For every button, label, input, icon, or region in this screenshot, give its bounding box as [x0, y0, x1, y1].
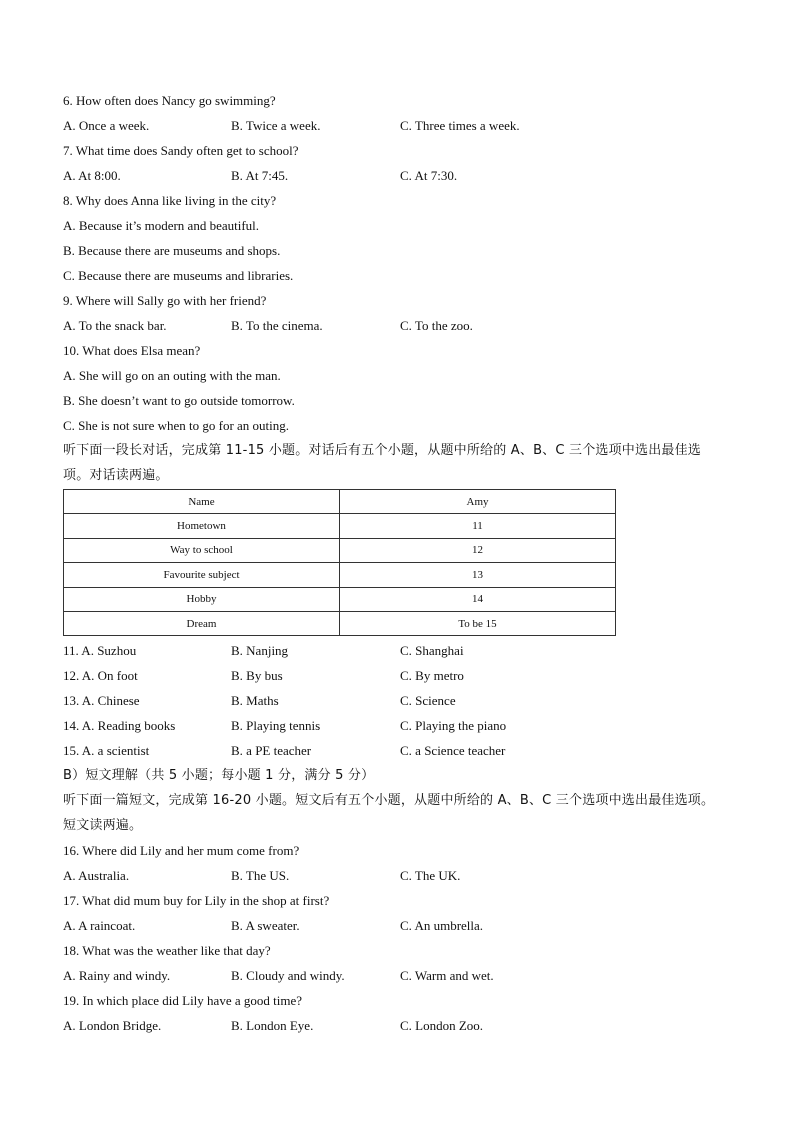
options-row [63, 113, 743, 138]
options-row [63, 688, 743, 713]
option-text: 12. A. On foot [63, 668, 138, 684]
option-text: B. To the cinema. [231, 318, 323, 333]
exam-page [63, 88, 743, 1038]
option-text: A. Rainy and windy. [63, 968, 171, 984]
option-text: B. Maths [231, 693, 279, 709]
instruction-text: 听下面一段长对话，完成第 11-15 小题。对话后有五个小题，从题中所给的 A、B、C 三个选项中选出最佳选 [63, 443, 701, 458]
question-text: 8. Why does Anna like living in the city? [63, 193, 277, 208]
options-row [63, 963, 743, 988]
option-line: B. She doesn’t want to go outside tomorrow. [63, 393, 295, 408]
instruction-text: 短文读两遍。 [63, 818, 143, 834]
option-text: C. The UK. [400, 868, 461, 884]
instruction-text: 项。对话读两遍。 [63, 468, 169, 483]
question-text: 10. What does Elsa mean? [63, 343, 201, 358]
option-text: B. At 7:45. [231, 168, 289, 183]
table-label-cell: Favourite subject [64, 563, 340, 587]
section-heading: B）短文理解（共 5 小题；每小题 1 分，满分 5 分） [63, 768, 375, 784]
option-text: A. London Bridge. [63, 1018, 162, 1034]
table-label-cell: Way to school [64, 538, 340, 562]
option-text: B. By bus [231, 668, 283, 684]
table-value-cell: 13 [340, 563, 616, 587]
option-line: C. She is not sure when to go for an outing. [63, 418, 290, 433]
option-text: 14. A. Reading books [63, 718, 176, 734]
options-row [63, 163, 743, 188]
options-row [63, 713, 743, 738]
option-text: B. A sweater. [231, 918, 300, 934]
option-line: A. She will go on an outing with the man. [63, 368, 281, 383]
table-label-cell: Dream [64, 611, 340, 635]
question-text: 6. How often does Nancy go swimming? [63, 93, 276, 108]
table-row [64, 611, 616, 635]
options-row [63, 913, 743, 938]
question-text: 9. Where will Sally go with her friend? [63, 293, 267, 308]
option-text: A. Australia. [63, 868, 130, 884]
instruction-text: 听下面一篇短文，完成第 16-20 小题。短文后有五个小题，从题中所给的 A、B、C 三个选项中选出最佳选项。 [63, 793, 715, 809]
question-text: 19. In which place did Lily have a good time? [63, 993, 302, 1009]
option-text: C. At 7:30. [400, 168, 458, 183]
options-row [63, 863, 743, 888]
table-row [64, 587, 616, 611]
option-text: C. Shanghai [400, 643, 464, 659]
table-value-cell: Amy [340, 490, 616, 514]
option-text: C. Three times a week. [400, 118, 520, 133]
table-value-cell: 11 [340, 514, 616, 538]
option-text: 15. A. a scientist [63, 743, 150, 759]
option-text: B. London Eye. [231, 1018, 314, 1034]
table-value-cell: To be 15 [340, 611, 616, 635]
option-line: A. Because it’s modern and beautiful. [63, 218, 260, 233]
option-text: A. Once a week. [63, 118, 150, 133]
table-value-cell: 14 [340, 587, 616, 611]
table-row [64, 490, 616, 514]
question-text: 18. What was the weather like that day? [63, 943, 271, 959]
option-text: B. a PE teacher [231, 743, 312, 759]
options-row [63, 313, 743, 338]
options-row [63, 738, 743, 763]
info-table [63, 489, 616, 636]
options-row [63, 1013, 743, 1038]
option-text: C. An umbrella. [400, 918, 484, 934]
option-text: C. To the zoo. [400, 318, 473, 333]
option-text: 11. A. Suzhou [63, 643, 137, 659]
question-text: 17. What did mum buy for Lily in the shop at first? [63, 893, 330, 909]
table-row [64, 514, 616, 538]
option-text: B. Cloudy and windy. [231, 968, 345, 984]
options-row [63, 663, 743, 688]
option-text: A. At 8:00. [63, 168, 121, 183]
option-text: B. Nanjing [231, 643, 289, 659]
option-line: C. Because there are museums and libraries. [63, 268, 294, 283]
table-row [64, 563, 616, 587]
option-text: A. To the snack bar. [63, 318, 167, 333]
option-line: B. Because there are museums and shops. [63, 243, 281, 258]
option-text: A. A raincoat. [63, 918, 136, 934]
option-text: 13. A. Chinese [63, 693, 140, 709]
option-text: C. a Science teacher [400, 743, 506, 759]
option-text: C. London Zoo. [400, 1018, 484, 1034]
option-text: C. Warm and wet. [400, 968, 494, 984]
option-text: C. Playing the piano [400, 718, 507, 734]
table-label-cell: Hometown [64, 514, 340, 538]
option-text: C. Science [400, 693, 456, 709]
option-text: C. By metro [400, 668, 464, 684]
question-text: 7. What time does Sandy often get to school? [63, 143, 299, 158]
table-row [64, 538, 616, 562]
options-row [63, 638, 743, 663]
table-label-cell: Hobby [64, 587, 340, 611]
table-label-cell: Name [64, 490, 340, 514]
table-value-cell: 12 [340, 538, 616, 562]
question-text: 16. Where did Lily and her mum come from? [63, 843, 300, 859]
option-text: B. Twice a week. [231, 118, 321, 133]
option-text: B. The US. [231, 868, 290, 884]
option-text: B. Playing tennis [231, 718, 321, 734]
